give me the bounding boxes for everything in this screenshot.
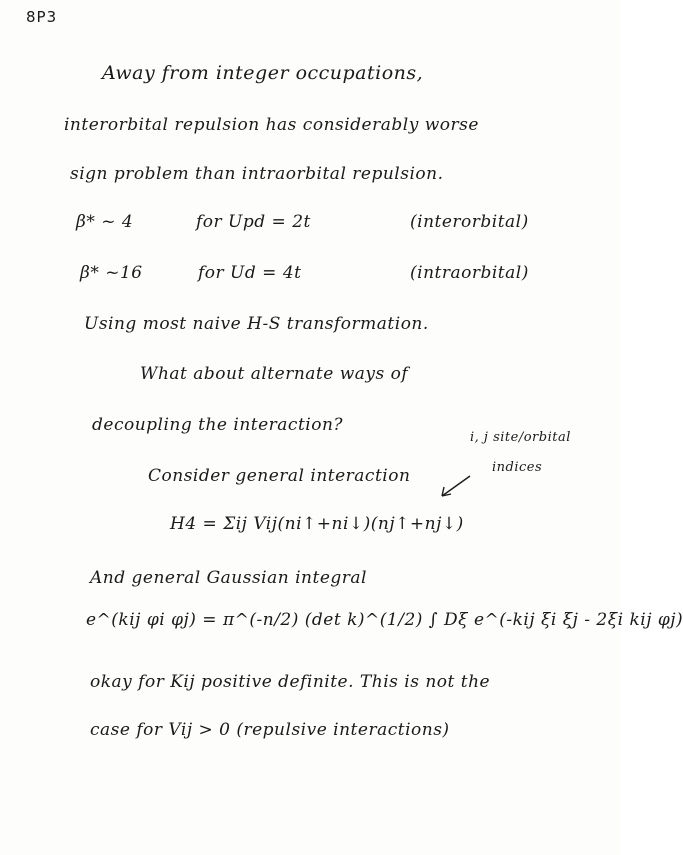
- note-arrow-icon: [436, 472, 476, 502]
- interorbital-condition: for Upd = 2t: [196, 212, 311, 232]
- equation-hamiltonian: H4 = Σij Vij(ni↑+ni↓)(nj↑+nj↓): [170, 514, 464, 534]
- page-label: 8P3: [26, 8, 58, 26]
- line-10: And general Gaussian integral: [90, 568, 367, 588]
- line-11: okay for Kij positive definite. This is not the: [90, 672, 491, 692]
- line-1: Away from integer occupations,: [102, 62, 424, 84]
- interorbital-label: (interorbital): [410, 212, 529, 232]
- beta-interorbital: β* ~ 4: [76, 212, 134, 232]
- intraorbital-label: (intraorbital): [410, 263, 529, 283]
- margin-note-2: indices: [492, 460, 543, 475]
- line-7: What about alternate ways of: [140, 364, 409, 384]
- line-8: decoupling the interaction?: [92, 415, 344, 435]
- equation-gaussian: e^(kij φi φj) = π^(-n/2) (det k)^(1/2) ∫ Dξ e^(-kij ξi ξj - 2ξi kij φj): [86, 610, 683, 630]
- line-3: sign problem than intraorbital repulsion.: [70, 164, 444, 184]
- line-12: case for Vij > 0 (repulsive interactions): [90, 720, 450, 740]
- line-2: interorbital repulsion has considerably worse: [64, 115, 479, 135]
- margin-note-1: i, j site/orbital: [470, 430, 571, 445]
- line-9: Consider general interaction: [148, 466, 411, 486]
- line-6: Using most naive H-S transformation.: [84, 314, 429, 334]
- intraorbital-condition: for Ud = 4t: [198, 263, 302, 283]
- beta-intraorbital: β* ~16: [80, 263, 143, 283]
